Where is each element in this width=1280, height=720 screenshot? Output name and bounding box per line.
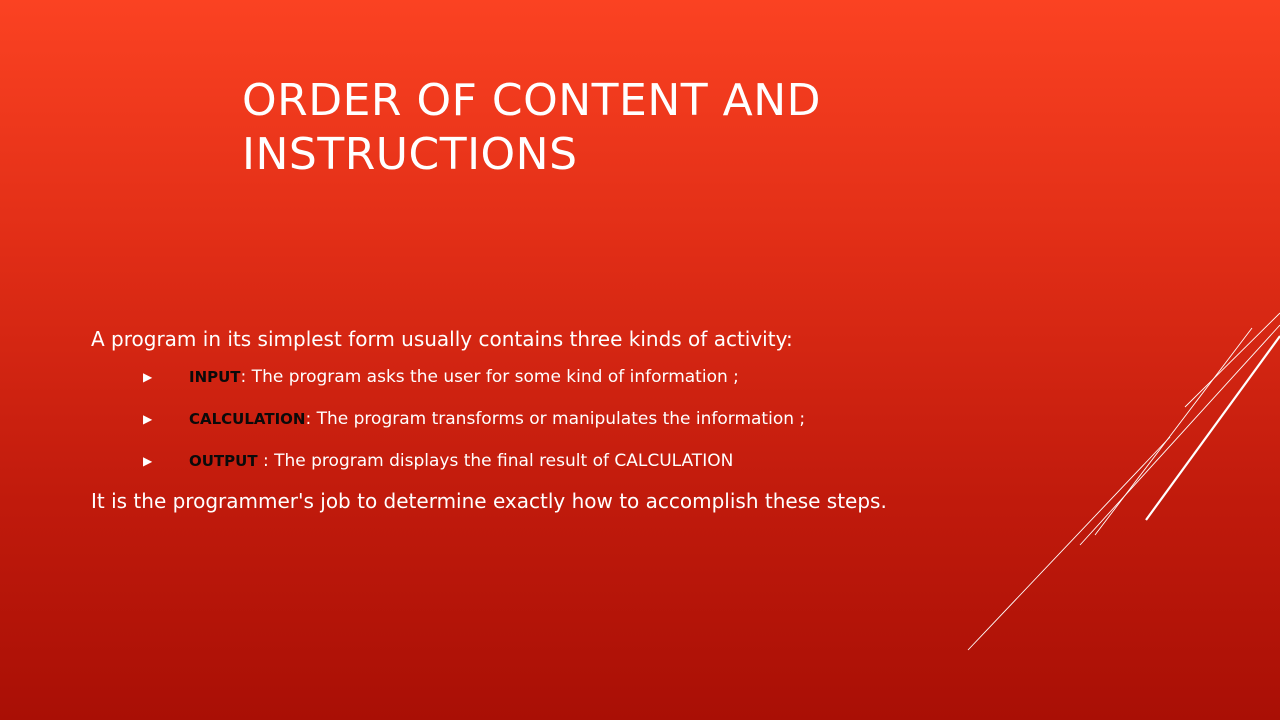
slide-body <box>91 322 1191 518</box>
bullet-separator: : <box>257 451 269 471</box>
list-item-output <box>91 440 1191 482</box>
bullet-term: OUTPUT <box>189 452 258 470</box>
outro-text: It is the programmer's job to determine exactly how to accomplish these steps. <box>91 489 887 513</box>
bullet-term: CALCULATION <box>189 410 306 428</box>
list-item-calculation <box>91 398 1191 440</box>
right-triangle-icon: ▶ <box>143 412 153 426</box>
bullet-text: The program transforms or manipulates the information ; <box>311 409 806 429</box>
bullet-separator: : <box>305 409 312 429</box>
bullet-separator: : <box>240 367 247 387</box>
right-triangle-icon: ▶ <box>143 370 153 384</box>
list-item-input <box>91 356 1191 398</box>
bullet-text: The program displays the final result of CALCULATION <box>268 451 734 471</box>
bullet-term: INPUT <box>189 368 241 386</box>
intro-text: A program in its simplest form usually contains three kinds of activity: <box>91 327 793 351</box>
slide-title: ORDER OF CONTENT AND INSTRUCTIONS <box>242 75 821 180</box>
decorative-line <box>1185 313 1280 407</box>
bullet-text: The program asks the user for some kind of information ; <box>246 367 739 387</box>
bullet-list <box>91 356 1191 482</box>
right-triangle-icon: ▶ <box>143 454 153 468</box>
